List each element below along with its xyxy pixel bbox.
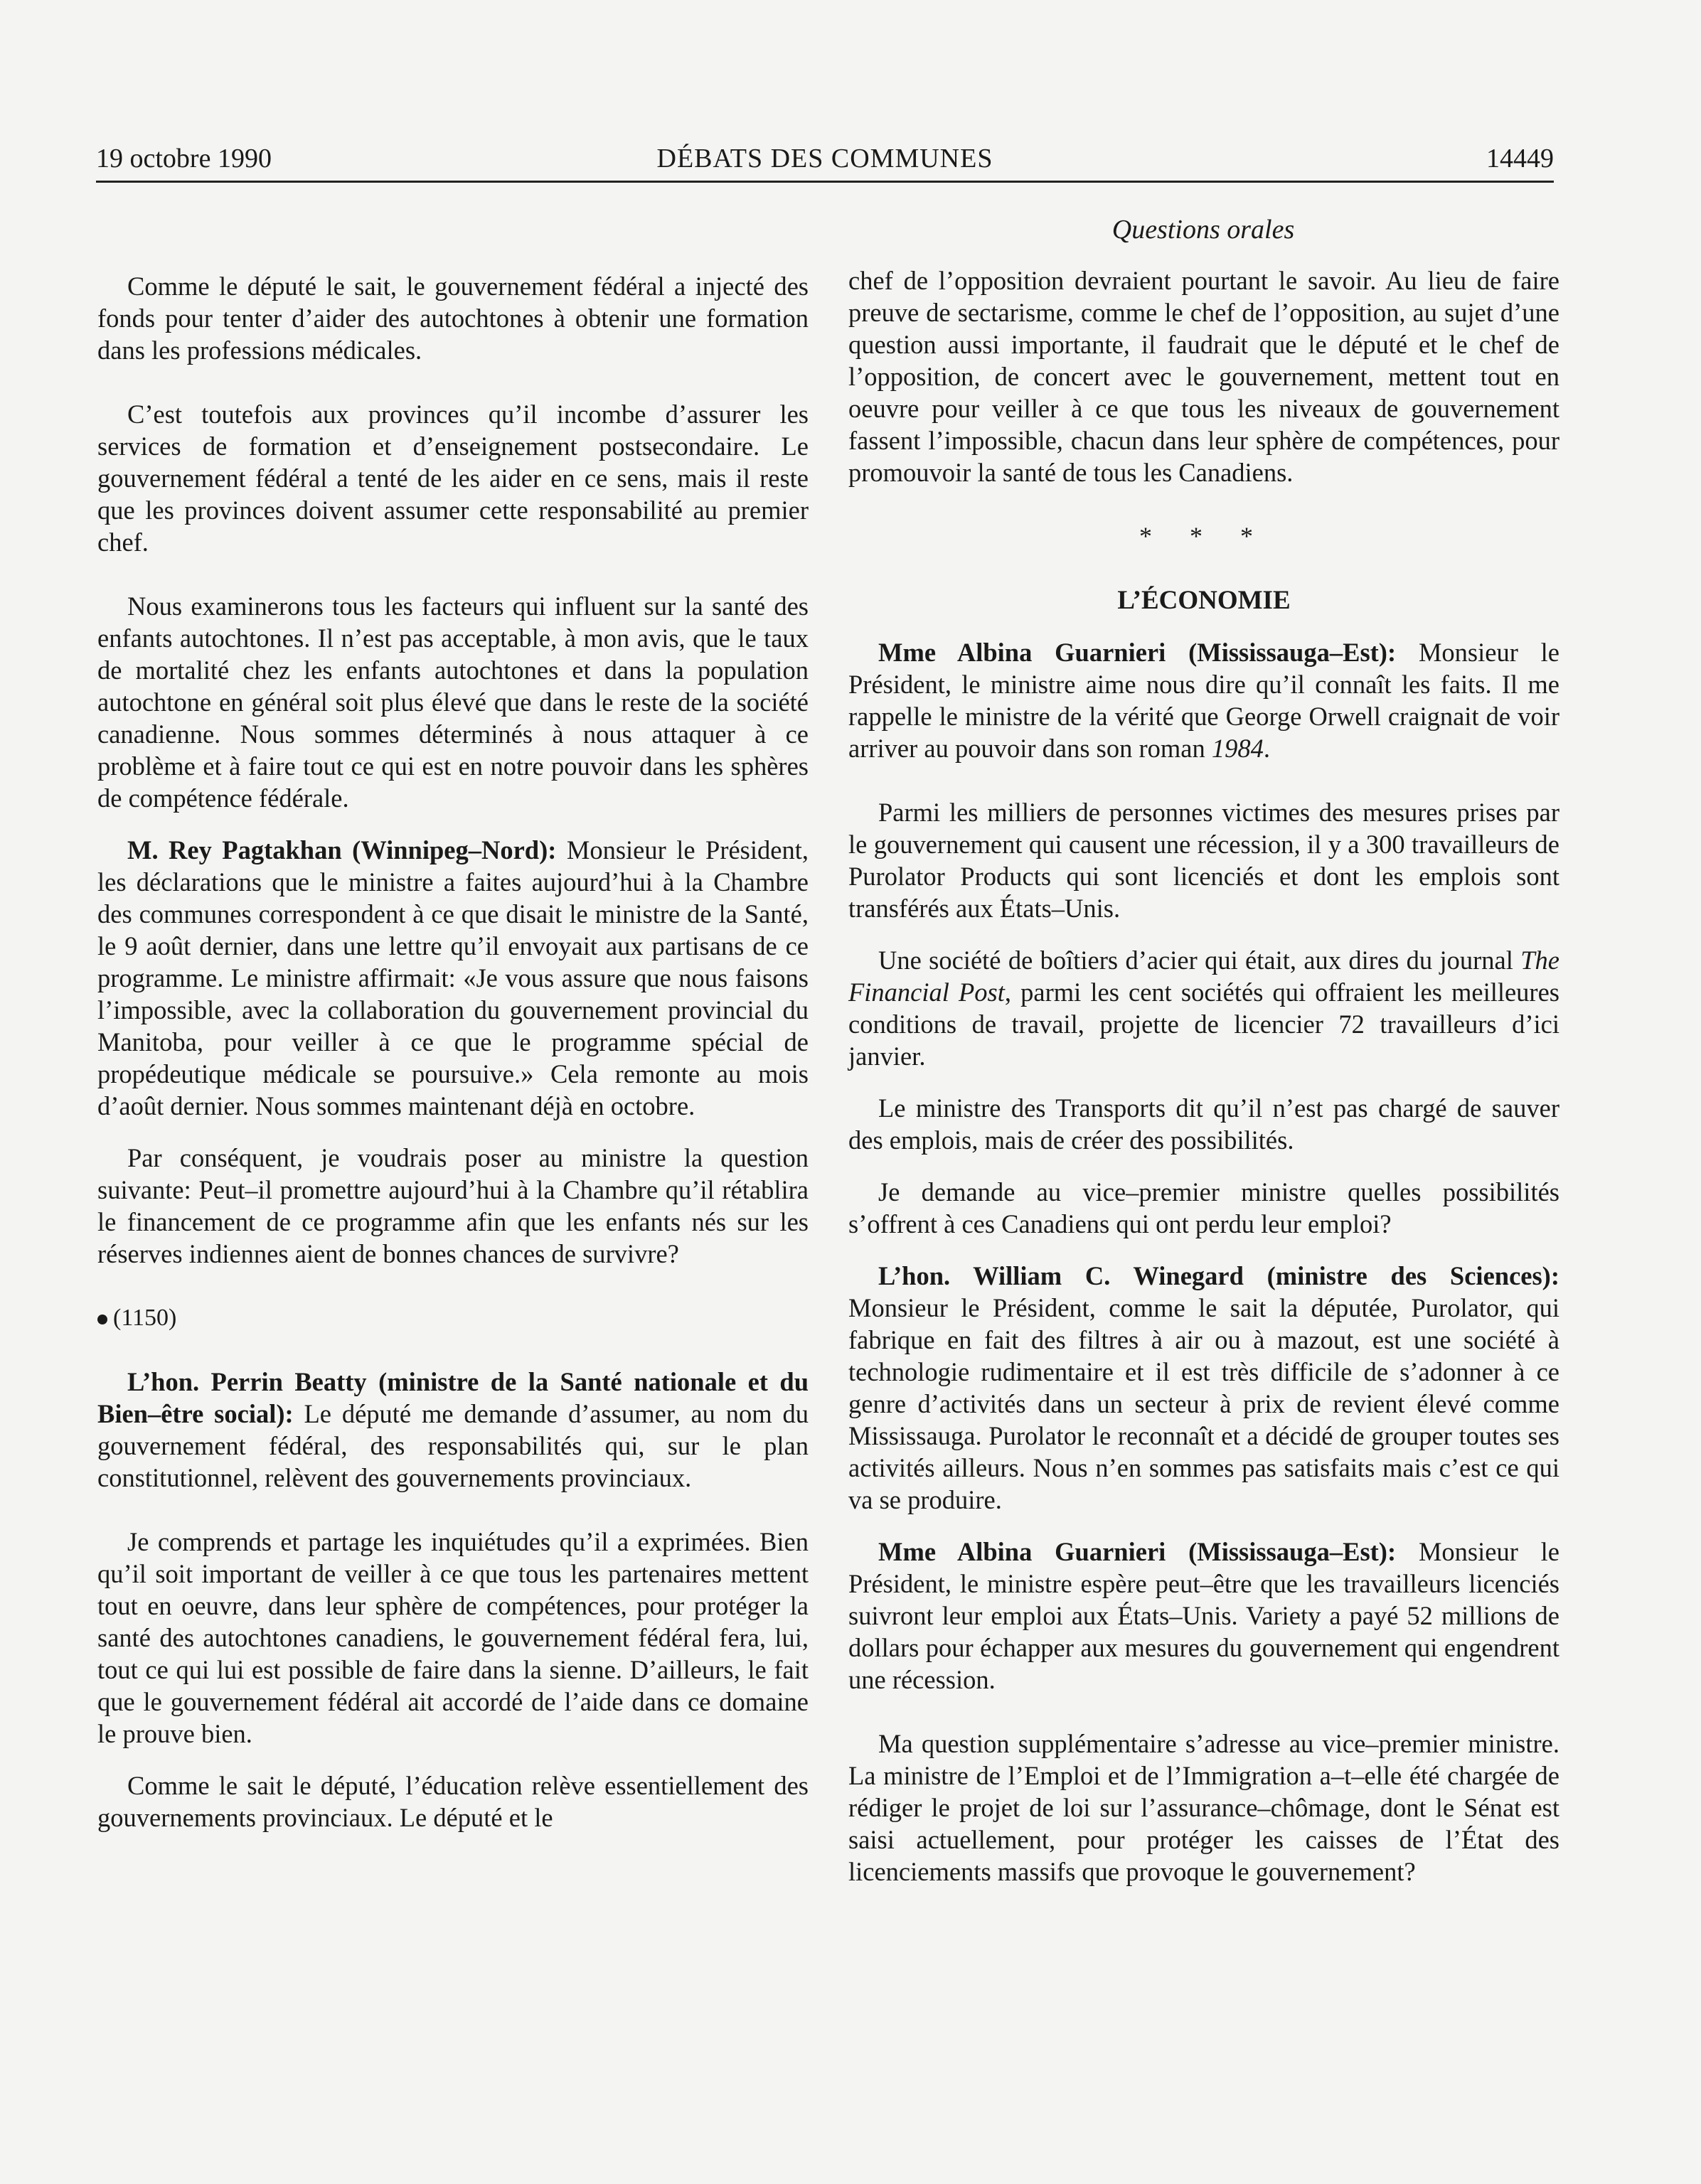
paragraph: Nous examinerons tous les facteurs qui influent sur la santé des enfants autochtones. Il n’est pas acceptable, à mon avis, que le taux de mortalité chez les enfants autochtones et dans la population autochtone en général soit plus élevé que dans le reste de la société canadienne. Nous sommes déterminés à nous attaquer à ce problème et à faire tout ce qui est en notre pouvoir dans les sphères de compétence fédérale.: [97, 592, 809, 813]
paragraph: Par conséquent, je voudrais poser au ministre la question suivante: Peut–il promettre aujourd’hui à la Chambre qu’il rétablira le financement de ce programme afin que les enfants nés sur les réserves indiennes aient de bonnes chances de survivre?: [97, 1143, 809, 1268]
speech-text: Monsieur le Président, les déclarations que le ministre a faites aujourd’hui à la Chambre des communes correspondent à ce que disait le ministre de la Santé, le 9 août dernier, dans une lettre qu’il envoyait aux partisans de ce programme. Le ministre affirmait: «Je vous assure que nous faisons l’impossible, avec la collaboration du gouvernement provincial du Manitoba, pour veiller à ce que le programme spécial de propédeutique médicale se poursuive.» Cela remonte au mois d’août dernier. Nous sommes maintenant déjà en octobre.: [97, 835, 809, 1120]
subsection-heading: L’ÉCONOMIE: [1117, 586, 1291, 615]
speaker-name: Mme Albina Guarnieri (Mississauga–Est):: [878, 638, 1397, 667]
paragraph: Je comprends et partage les inquiétudes qu’il a exprimées. Bien qu’il soit important de veiller à ce que tous les partenaires mettent tout en oeuvre, dans leur sphère de compétences, pour protéger la santé des autochtones canadiens, le gouvernement fédéral fera, lui, tout ce qui lui est possible de faire dans la sienne. D’ailleurs, le fait que le gouvernement fédéral ait accordé de l’aide dans ce domaine le prouve bien.: [97, 1527, 809, 1748]
paragraph: [848, 944, 1559, 1072]
section-title: Questions orales: [1111, 215, 1295, 245]
speaker-name: L’hon. Perrin Beatty (ministre de la Santé nationale et du Bien–être social):: [97, 1367, 809, 1428]
speech-text: Monsieur le Président, comme le sait la députée, Purolator, qui fabrique en fait des filtres à air ou à mazout, est une société à technologie rudimentaire et il est très difficile de s’adonner à ce genre d’activités dans un secteur à prix de revient élevé comme Mississauga. Purolator le reconnaît et a décidé de grouper toutes ses activités ailleurs. Nous n’en sommes pas satisfaits mais c’est ce qui va se produire.: [848, 1293, 1559, 1514]
speaker-name: L’hon. William C. Winegard (ministre des Sciences):: [878, 1261, 1559, 1290]
page-number: 14449: [1486, 144, 1554, 173]
paragraph: Comme le sait le député, l’éducation relève essentiellement des gouvernements provinciaux. Le député et le: [97, 1771, 809, 1832]
page-header: [96, 141, 1554, 182]
speaker-name: Mme Albina Guarnieri (Mississauga–Est):: [878, 1537, 1397, 1566]
speaker-name: M. Rey Pagtakhan (Winnipeg–Nord):: [127, 835, 557, 864]
timestamp: [97, 1302, 809, 1334]
speech-text-end: .: [1263, 734, 1270, 763]
paragraph: Le ministre des Transports dit qu’il n’est pas chargé de sauver des emplois, mais de créer des possibilités.: [848, 1093, 1559, 1155]
speech-paragraph: [848, 1260, 1559, 1516]
paragraph-text: , parmi les cent sociétés qui offraient les meilleures conditions de travail, projette de licencier 72 travailleurs d’ici janvier.: [848, 978, 1559, 1071]
paragraph: Parmi les milliers de personnes victimes des mesures prises par le gouvernement qui causent une récession, il y a 300 travailleurs de Purolator Products qui sont licenciés et dont les emplois sont transférés aux États–Unis.: [848, 798, 1559, 923]
speech-text: Monsieur le Président, le ministre aime nous dire qu’il connaît les faits. Il me rappelle le ministre de la vérité que George Orwell craignait de voir arriver au pouvoir dans son roman: [848, 638, 1559, 763]
speech-paragraph: [848, 636, 1559, 764]
paragraph-text: Une société de boîtiers d’acier qui était, aux dires du journal: [878, 946, 1521, 975]
speech-text: Monsieur le Président, le ministre espère peut–être que les travailleurs licenciés suivront leur emploi aux États–Unis. Variety a payé 52 millions de dollars pour échapper aux mesures du gouvernement qui engendrent une récession.: [848, 1537, 1559, 1694]
right-column: [848, 264, 1559, 1888]
header-title: DÉBATS DES COMMUNES: [656, 144, 993, 173]
header-rule: [96, 181, 1554, 183]
book-title: 1984: [1211, 734, 1264, 763]
header-date: 19 octobre 1990: [96, 144, 272, 173]
speech-paragraph: [97, 834, 809, 1122]
newspaper-title: The Financial Post: [848, 946, 1559, 1007]
paragraph: Je demande au vice–premier ministre quelles possibilités s’offrent à ces Canadiens qui ont perdu leur emploi?: [848, 1177, 1559, 1238]
paragraph: Comme le député le sait, le gouvernement fédéral a injecté des fonds pour tenter d’aider des autochtones à obtenir une formation dans les professions médicales.: [97, 272, 809, 365]
paragraph: C’est toutefois aux provinces qu’il incombe d’assurer les services de formation et d’enseignement postsecondaire. Le gouvernement fédéral a tenté de les aider en ce sens, mais il reste que les provinces doivent assumer cette responsabilité au premier chef.: [97, 400, 809, 557]
paragraph: Ma question supplémentaire s’adresse au vice–premier ministre. La ministre de l’Emploi et de l’Immigration a–t–elle été chargée de rédiger le projet de loi sur l’assurance–chômage, dont le Sénat est saisi actuellement, pour protéger les caisses de l’État des licenciements massifs que provoque le gouvernement?: [848, 1729, 1559, 1886]
speech-paragraph: [848, 1536, 1559, 1696]
paragraph: chef de l’opposition devraient pourtant le savoir. Au lieu de faire preuve de sectarisme, comme le chef de l’opposition, au sujet d’une question aussi importante, il faudrait que le député et le chef de l’opposition, de concert avec le gouvernement, mettent tout en oeuvre pour veiller à ce que tous les niveaux de gouvernement fassent l’impossible, chacun dans leur sphère de compétences, pour promouvoir la santé de tous les Canadiens.: [848, 266, 1559, 487]
bullet-icon: [97, 1315, 107, 1324]
section-separator: * * *: [1139, 522, 1269, 550]
left-column: [97, 270, 809, 1834]
speech-paragraph: [97, 1366, 809, 1494]
timestamp-text: (1150): [113, 1305, 177, 1331]
speech-text: Le député me demande d’assumer, au nom du gouvernement fédéral, des responsabilités qui, sur le plan constitutionnel, relèvent des gouvernements provinciaux.: [97, 1399, 809, 1492]
